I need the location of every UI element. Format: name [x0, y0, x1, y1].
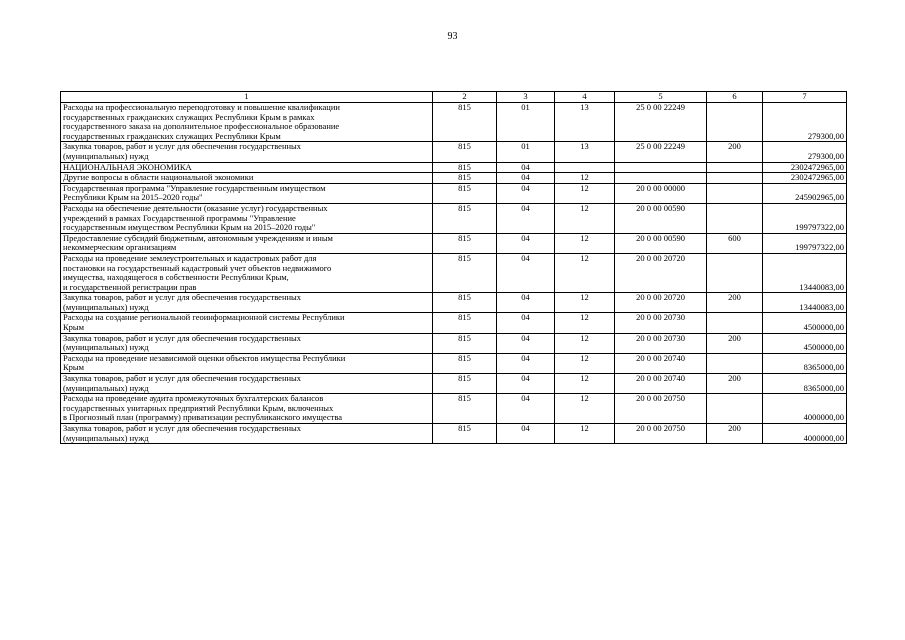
row-code-cell: 815	[433, 253, 497, 292]
row-target-article-cell: 20 0 00 20740	[615, 353, 707, 373]
row-target-article-cell: 20 0 00 20730	[615, 313, 707, 333]
row-section-cell: 04	[497, 233, 555, 253]
row-target-article-cell: 20 0 00 00590	[615, 233, 707, 253]
row-section-cell: 01	[497, 103, 555, 142]
row-name-cell: Расходы на обеспечение деятельности (оказание услуг) государственных учреждений в рамках Государственной программы "Управление государственным имуществом Республики Крым на 2015–2020 годы"	[61, 203, 433, 233]
row-code-cell: 815	[433, 183, 497, 203]
table-row	[61, 253, 847, 292]
table-row	[61, 313, 847, 333]
table-row	[61, 424, 847, 444]
row-section-cell: 04	[497, 353, 555, 373]
row-target-article-cell: 25 0 00 22249	[615, 103, 707, 142]
row-amount-cell: 2302472965,00	[763, 162, 847, 173]
header-cell: 5	[615, 92, 707, 103]
row-subsection-cell: 12	[555, 253, 615, 292]
row-code-cell: 815	[433, 394, 497, 424]
row-subsection-cell: 12	[555, 293, 615, 313]
row-subsection-cell: 12	[555, 424, 615, 444]
row-subsection-cell: 12	[555, 333, 615, 353]
row-code-cell: 815	[433, 353, 497, 373]
row-amount-cell: 279300,00	[763, 103, 847, 142]
row-code-cell: 815	[433, 333, 497, 353]
table-row	[61, 353, 847, 373]
row-code-cell: 815	[433, 374, 497, 394]
row-expense-type-cell: 200	[707, 374, 763, 394]
row-target-article-cell	[615, 173, 707, 184]
row-amount-cell: 4000000,00	[763, 394, 847, 424]
row-amount-cell: 199797322,00	[763, 233, 847, 253]
row-expense-type-cell: 200	[707, 142, 763, 162]
row-expense-type-cell	[707, 394, 763, 424]
row-subsection-cell: 13	[555, 142, 615, 162]
row-name-cell: Закупка товаров, работ и услуг для обеспечения государственных (муниципальных) нужд	[61, 333, 433, 353]
row-name-cell: Государственная программа "Управление государственным имуществом Республики Крым на 2015–2020 годы"	[61, 183, 433, 203]
row-section-cell: 04	[497, 333, 555, 353]
header-cell: 1	[61, 92, 433, 103]
row-name-cell: Закупка товаров, работ и услуг для обеспечения государственных (муниципальных) нужд	[61, 142, 433, 162]
row-code-cell: 815	[433, 142, 497, 162]
row-section-cell: 04	[497, 424, 555, 444]
header-cell: 7	[763, 92, 847, 103]
row-amount-cell: 13440083,00	[763, 253, 847, 292]
row-amount-cell: 13440083,00	[763, 293, 847, 313]
row-expense-type-cell	[707, 173, 763, 184]
row-code-cell: 815	[433, 233, 497, 253]
row-code-cell: 815	[433, 313, 497, 333]
row-code-cell: 815	[433, 203, 497, 233]
row-target-article-cell: 20 0 00 20750	[615, 424, 707, 444]
row-amount-cell: 8365000,00	[763, 353, 847, 373]
row-expense-type-cell	[707, 313, 763, 333]
row-target-article-cell: 20 0 00 20720	[615, 253, 707, 292]
row-code-cell: 815	[433, 103, 497, 142]
header-cell: 2	[433, 92, 497, 103]
row-name-cell: Закупка товаров, работ и услуг для обеспечения государственных (муниципальных) нужд	[61, 293, 433, 313]
table-row	[61, 394, 847, 424]
budget-table	[60, 91, 847, 444]
row-section-cell: 04	[497, 394, 555, 424]
row-section-cell: 04	[497, 203, 555, 233]
table-row	[61, 183, 847, 203]
row-name-cell: Другие вопросы в области национальной экономики	[61, 173, 433, 184]
row-code-cell: 815	[433, 293, 497, 313]
row-expense-type-cell	[707, 203, 763, 233]
row-target-article-cell	[615, 162, 707, 173]
header-cell: 3	[497, 92, 555, 103]
row-expense-type-cell	[707, 353, 763, 373]
row-expense-type-cell	[707, 103, 763, 142]
row-amount-cell: 4500000,00	[763, 333, 847, 353]
row-expense-type-cell: 200	[707, 293, 763, 313]
row-expense-type-cell: 200	[707, 424, 763, 444]
row-target-article-cell: 20 0 00 00590	[615, 203, 707, 233]
row-section-cell: 04	[497, 293, 555, 313]
row-name-cell: Расходы на создание региональной геоинформационной системы Республики Крым	[61, 313, 433, 333]
row-subsection-cell: 12	[555, 394, 615, 424]
row-section-cell: 04	[497, 374, 555, 394]
row-amount-cell: 2302472965,00	[763, 173, 847, 184]
row-amount-cell: 199797322,00	[763, 203, 847, 233]
row-subsection-cell: 12	[555, 313, 615, 333]
table-row	[61, 203, 847, 233]
row-subsection-cell: 12	[555, 353, 615, 373]
table-row	[61, 293, 847, 313]
row-name-cell: НАЦИОНАЛЬНАЯ ЭКОНОМИКА	[61, 162, 433, 173]
row-amount-cell: 4500000,00	[763, 313, 847, 333]
table-row	[61, 162, 847, 173]
row-subsection-cell: 12	[555, 183, 615, 203]
row-code-cell: 815	[433, 173, 497, 184]
table-row	[61, 142, 847, 162]
row-target-article-cell: 20 0 00 20720	[615, 293, 707, 313]
row-expense-type-cell	[707, 253, 763, 292]
row-amount-cell: 8365000,00	[763, 374, 847, 394]
row-subsection-cell: 12	[555, 374, 615, 394]
table-row	[61, 103, 847, 142]
row-subsection-cell	[555, 162, 615, 173]
row-target-article-cell: 25 0 00 22249	[615, 142, 707, 162]
table-header-row	[61, 92, 847, 103]
header-cell: 4	[555, 92, 615, 103]
row-name-cell: Закупка товаров, работ и услуг для обеспечения государственных (муниципальных) нужд	[61, 374, 433, 394]
row-expense-type-cell	[707, 162, 763, 173]
row-code-cell: 815	[433, 162, 497, 173]
row-expense-type-cell: 200	[707, 333, 763, 353]
row-amount-cell: 245902965,00	[763, 183, 847, 203]
row-subsection-cell: 13	[555, 103, 615, 142]
row-section-cell: 04	[497, 183, 555, 203]
row-name-cell: Расходы на профессиональную переподготовку и повышение квалификации государственных гражданских служащих Республики Крым в рамках государственного заказа на дополнительное профессиональное образование государственных гражданских служащих Республики Крым	[61, 103, 433, 142]
row-section-cell: 04	[497, 173, 555, 184]
row-section-cell: 01	[497, 142, 555, 162]
table-row	[61, 333, 847, 353]
row-name-cell: Расходы на проведение независимой оценки объектов имущества Республики Крым	[61, 353, 433, 373]
row-name-cell: Расходы на проведение аудита промежуточных бухгалтерских балансов государственных унитарных предприятий Республики Крым, включенных в Прогнозный план (программу) приватизации республиканского имущества	[61, 394, 433, 424]
row-section-cell: 04	[497, 313, 555, 333]
row-code-cell: 815	[433, 424, 497, 444]
header-cell: 6	[707, 92, 763, 103]
row-target-article-cell: 20 0 00 00000	[615, 183, 707, 203]
row-amount-cell: 279300,00	[763, 142, 847, 162]
row-target-article-cell: 20 0 00 20730	[615, 333, 707, 353]
table-row	[61, 374, 847, 394]
row-subsection-cell: 12	[555, 233, 615, 253]
row-expense-type-cell: 600	[707, 233, 763, 253]
row-name-cell: Предоставление субсидий бюджетным, автономным учреждениям и иным некоммерческим организациям	[61, 233, 433, 253]
table-row	[61, 173, 847, 184]
row-subsection-cell: 12	[555, 203, 615, 233]
row-expense-type-cell	[707, 183, 763, 203]
row-name-cell: Закупка товаров, работ и услуг для обеспечения государственных (муниципальных) нужд	[61, 424, 433, 444]
row-subsection-cell: 12	[555, 173, 615, 184]
row-section-cell: 04	[497, 253, 555, 292]
row-target-article-cell: 20 0 00 20750	[615, 394, 707, 424]
row-section-cell: 04	[497, 162, 555, 173]
row-amount-cell: 4000000,00	[763, 424, 847, 444]
page-number: 93	[447, 31, 458, 42]
row-name-cell: Расходы на проведение землеустроительных и кадастровых работ для постановки на государственный кадастровый учет объектов недвижимого имущества, находящегося в собственности Республики Крым, и государственной регистрации прав	[61, 253, 433, 292]
row-target-article-cell: 20 0 00 20740	[615, 374, 707, 394]
table-row	[61, 233, 847, 253]
